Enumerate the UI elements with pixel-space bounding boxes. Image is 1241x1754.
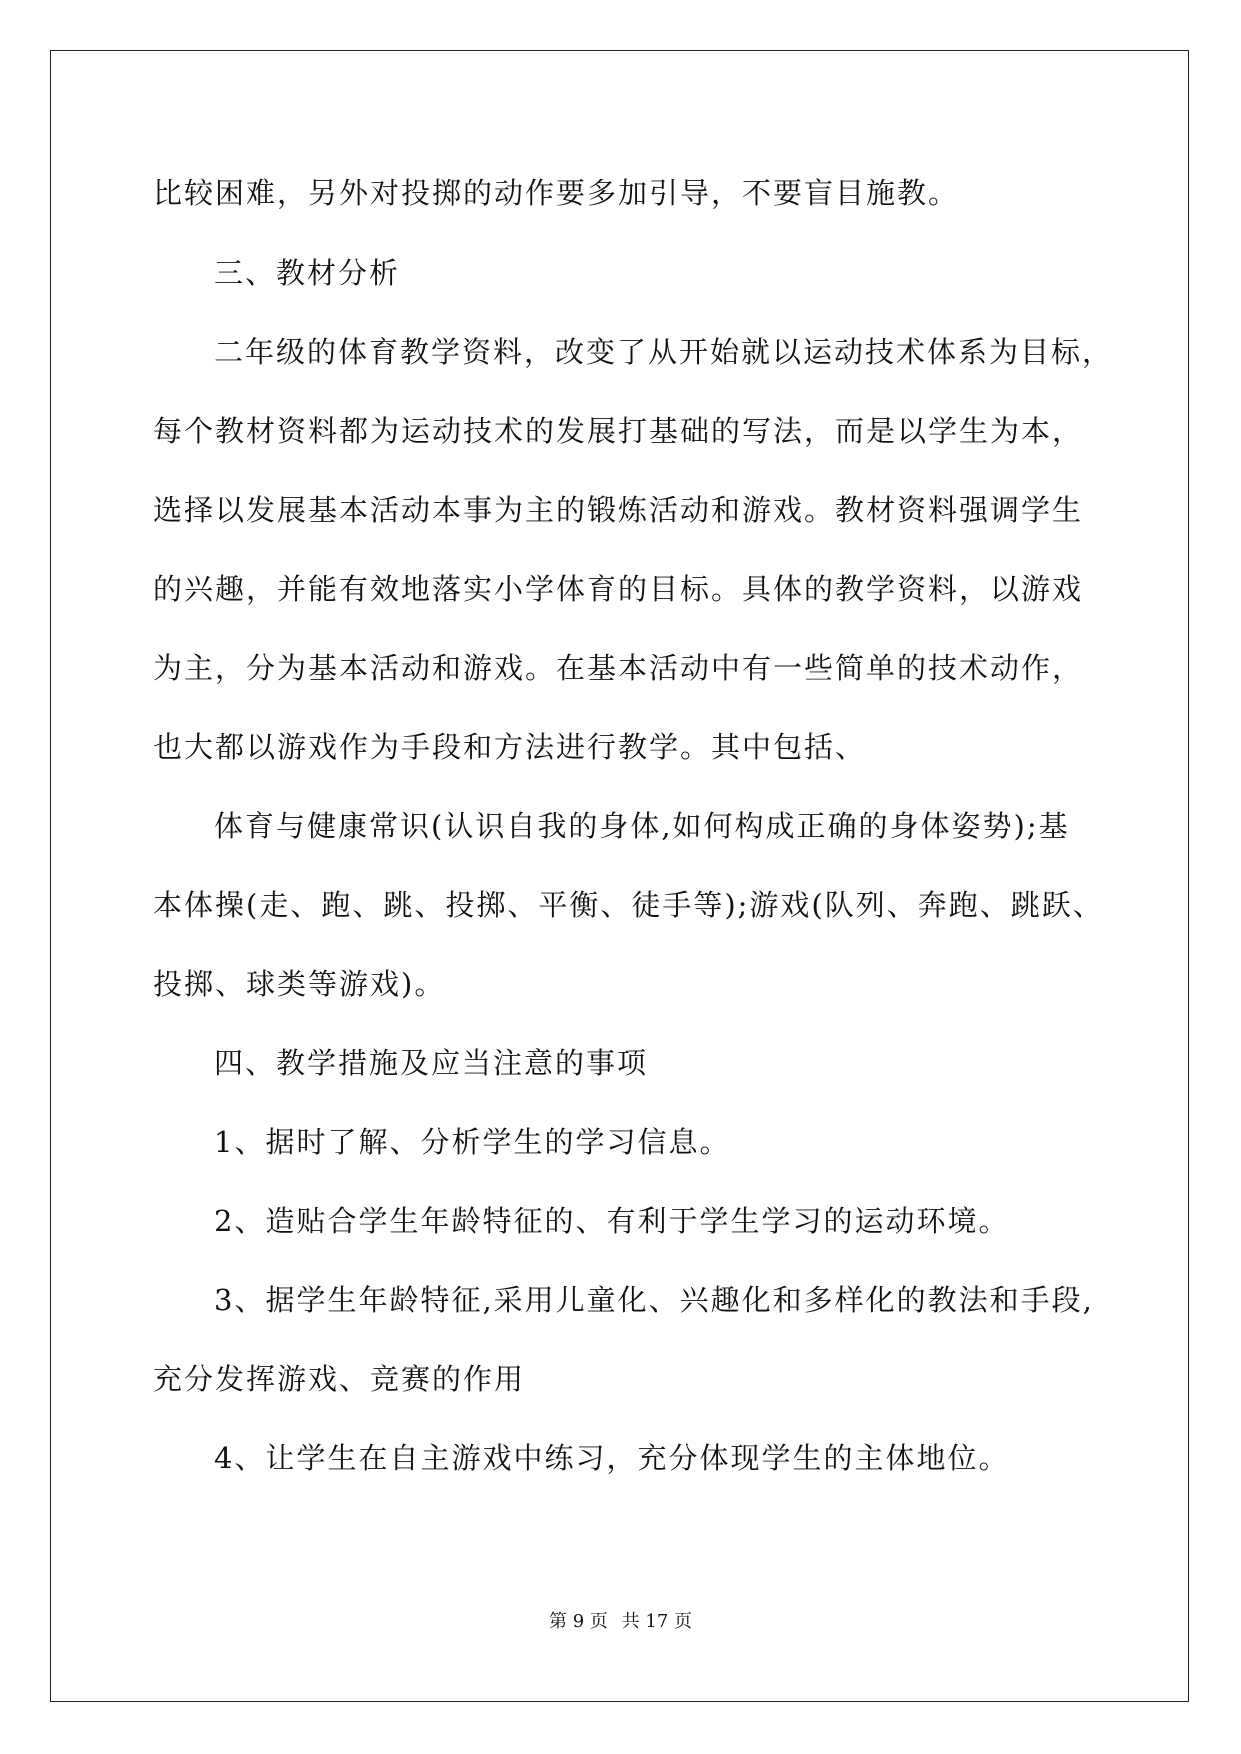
body-line-11: 投掷、球类等游戏)。: [153, 967, 446, 1001]
body-line-4: 每个教材资料都为运动技术的发展打基础的写法，而是以学生为本，: [153, 414, 1084, 448]
body-line-7: 为主，分为基本活动和游戏。在基本活动中有一些简单的技术动作，: [153, 651, 1084, 685]
body-line-10: 本体操(走、跑、跳、投掷、平衡、徒手等);游戏(队列、奔跑、跳跃、: [153, 888, 1104, 922]
page-number: 第 9 页: [549, 1611, 608, 1632]
list-item-4: 4、让学生在自主游戏中练习，充分体现学生的主体地位。: [214, 1441, 1010, 1475]
section-heading-4: 四、教学措施及应当注意的事项: [214, 1046, 649, 1080]
list-item-3-continued: 充分发挥游戏、竞赛的作用: [153, 1362, 526, 1396]
list-item-2: 2、造贴合学生年龄特征的、有利于学生学习的运动环境。: [214, 1204, 1010, 1238]
body-line-9: 体育与健康常识(认识自我的身体,如何构成正确的身体姿势);基: [214, 809, 1070, 843]
section-heading-3: 三、教材分析: [214, 256, 401, 290]
page-footer: [0, 1610, 1241, 1634]
body-line-8: 也大都以游戏作为手段和方法进行教学。其中包括、: [153, 730, 867, 764]
list-item-3: 3、据学生年龄特征,采用儿童化、兴趣化和多样化的教法和手段,: [214, 1283, 1094, 1317]
body-line-3: 二年级的体育教学资料，改变了从开始就以运动技术体系为目标，: [214, 335, 1114, 369]
list-item-1: 1、据时了解、分析学生的学习信息。: [214, 1125, 731, 1159]
body-line-1: 比较困难，另外对投掷的动作要多加引导，不要盲目施教。: [153, 176, 960, 210]
body-line-5: 选择以发展基本活动本事为主的锻炼活动和游戏。教材资料强调学生: [153, 493, 1084, 527]
page-total: 共 17 页: [621, 1611, 692, 1632]
body-line-6: 的兴趣，并能有效地落实小学体育的目标。具体的教学资料，以游戏: [153, 572, 1084, 606]
